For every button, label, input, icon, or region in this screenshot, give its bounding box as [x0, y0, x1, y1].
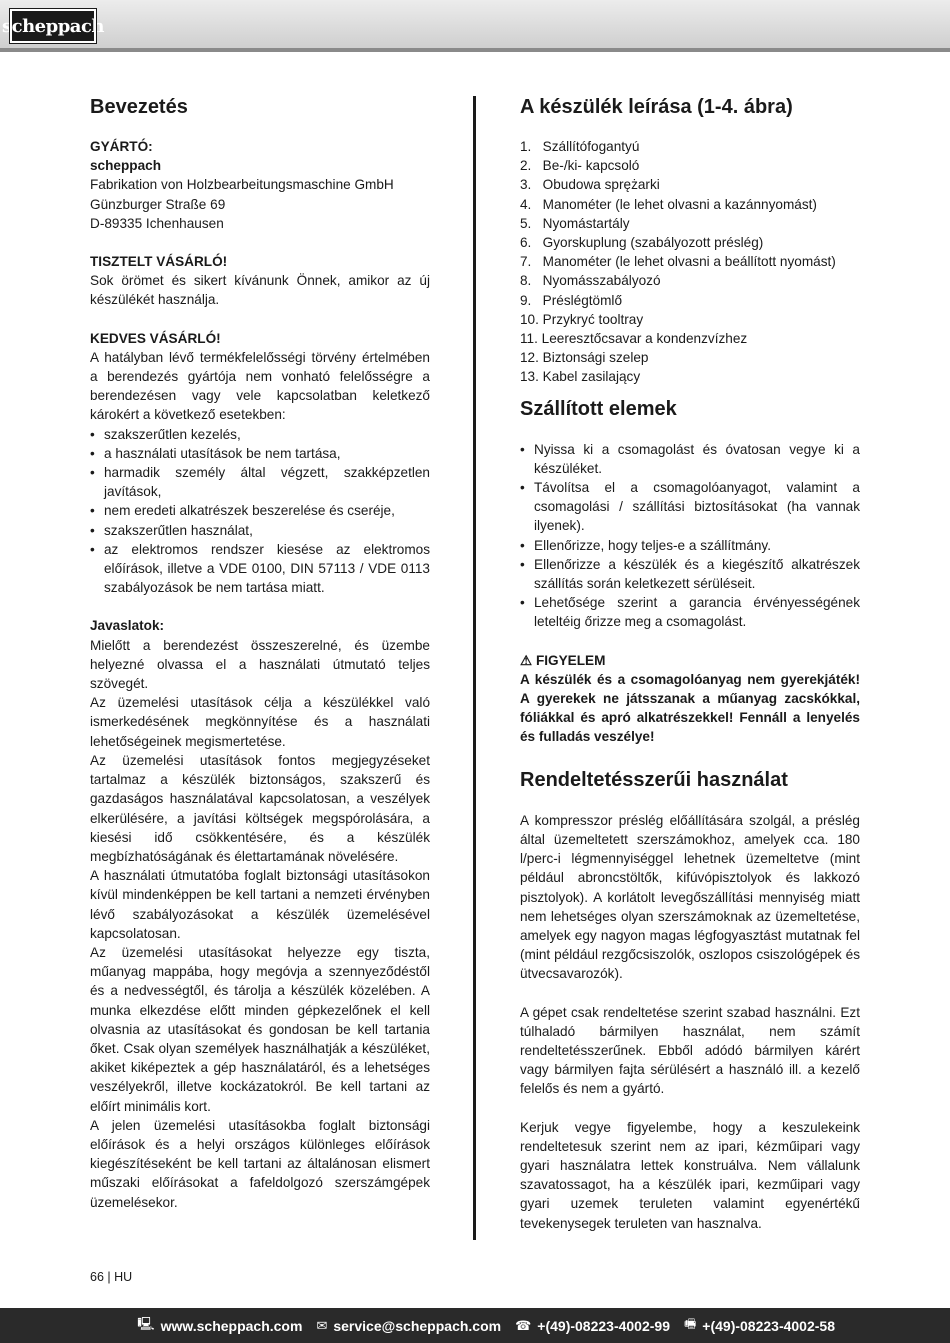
tips-paragraph: Az üzemelési utasítások célja a készülékkel való ismerkedésének megkönnyítése és a használati lehetőségeinek megismertetése. — [90, 695, 430, 749]
dear-customer-label: TISZTELT VÁSÁRLÓ! — [90, 254, 228, 270]
footer-phone — [515, 1318, 670, 1334]
footer-website[interactable] — [137, 1315, 302, 1337]
list-item: • szakszerűtlen használat, — [90, 521, 430, 540]
tips-paragraph: A használati útmutatóba foglalt biztonsági utasításokon kívül mindenképpen be kell tartani a nemzeti érvényben lévő szabályozásokat a készülék üzemelésével kapcsolatosan. — [90, 868, 430, 941]
list-item: • nem eredeti alkatrészek beszerelése és cseréje, — [90, 501, 430, 520]
list-item: • Lehetősége szerint a garancia érvényességének leteltéig őrizze meg a csomagolást. — [520, 593, 860, 631]
header-divider — [0, 48, 950, 52]
column-divider — [473, 96, 476, 1240]
footer-fax — [684, 1315, 835, 1337]
tips-paragraph: Az üzemelési utasításokat helyezze egy tiszta, műanyag mappába, hogy megóvja a szennyeződéstől és a nedvességtől, és tárolja a készülék közelében. A munka elkezdése előtt minden gépkezelőnek el kell olvasnia az utasításokat és gondosan be kell tartania őket. Csak olyan személyek használhatják a készüléket, akiket kiképeztek a gép használatáról, és a lehetséges veszélyekről, illetve kockázatokról. Be kell tartani az előírt minimális kort. — [90, 944, 430, 1114]
intended-use-heading: Rendeltetésszerűi használat — [520, 768, 788, 791]
tips-paragraph: Az üzemelési utasítások fontos megjegyzéseket tartalmaz a készülék biztonságos, szakszerű és gazdaságos használatával kapcsolatosan, a veszélyek elkerülésére, a javítási költségek megspórolására, a kiesési idő csökkentésére, és a készülék megbízhatóságának és élettartamának növelésére. — [90, 752, 430, 864]
tips-paragraph: A jelen üzemelési utasításokba foglalt biztonsági előírások és a helyi országos különleges előírások kiegészítéseként be kell tartani az általánosan elismert műszaki előírásokat a fafeldolgozó szerszámgépek üzemelésekor. — [90, 1117, 430, 1210]
list-item: 9. Préslégtömlő — [520, 292, 622, 308]
list-item: 11. Leeresztőcsavar a kondenzvízhez — [520, 331, 748, 347]
list-item: 6. Gyorskuplung (szabályozott préslég) — [520, 235, 764, 251]
left-column — [90, 92, 430, 1212]
page-number: 66 | HU — [90, 1270, 133, 1284]
mail-icon: ✉ — [316, 1317, 328, 1333]
list-item: 5. Nyomástartály — [520, 215, 630, 231]
use-paragraph: A kompresszor préslég előállítására szolgál, a préslég által üzemeltetett szerszámokhoz, amelyek cca. 180 l/perc-i légmennyiséggel lehetnek üzemeltetve (mint például abroncstöltők, kifúvópisztolyok és lakkozó pisztolyok). A korlátolt levegőszállítási mennyiség miatt nem lehetséges olyan szerszámoknak az üzemeltetése, amelyek egy nagyon magas légfogyasztást mutatnak fel (mint például rezgőcsiszolók, oszlopos csiszológépek és ütvecsavarozók). — [520, 812, 860, 982]
footer-bar — [0, 1308, 950, 1343]
list-item: • szakszerűtlen kezelés, — [90, 425, 430, 444]
list-item: 4. Manométer (le lehet olvasni a kazánnyomást) — [520, 196, 817, 212]
list-item: 12. Biztonsági szelep — [520, 350, 649, 366]
address-line: Günzburger Straße 69 — [90, 196, 226, 212]
warning-title: ⚠ FIGYELEM — [520, 652, 606, 668]
list-item: 1. Szállítófogantyú — [520, 139, 640, 154]
phone-number: +(49)-08223-4002-99 — [537, 1317, 670, 1334]
address-line: Fabrikation von Holzbearbeitungsmaschine GmbH — [90, 177, 394, 193]
tips-label: Javaslatok: — [90, 618, 165, 634]
address-line: D-89335 Ichenhausen — [90, 215, 224, 231]
description-heading: A készülék leírása (1-4. ábra) — [520, 96, 793, 118]
list-item: 7. Manométer (le lehet olvasni a beállított nyomást) — [520, 254, 836, 270]
computer-icon: 🖳 — [137, 1315, 155, 1331]
delivered-list — [520, 440, 860, 632]
liability-text: A hatályban lévő termékfelelősségi törvény értelmében a berendezés gyártója nem vonható felelősségre a berendezésen vagy vele kapcsolatban keletkező károkért a következő esetekben: — [90, 349, 430, 423]
intro-heading: Bevezetés — [90, 96, 188, 118]
scheppach-logo: scheppach — [10, 9, 96, 43]
email-link[interactable]: service@scheppach.com — [333, 1317, 502, 1334]
list-item: • Ellenőrizze, hogy teljes-e a szállítmány. — [520, 536, 860, 555]
list-item: 13. Kabel zasilający — [520, 369, 641, 385]
dear-customer-text: Sok örömet és sikert kívánunk Önnek, amikor az új készülékét használja. — [90, 273, 430, 308]
list-item: 3. Obudowa sprężarki — [520, 177, 660, 193]
list-item: • a használati utasítások be nem tartása, — [90, 444, 430, 463]
phone-icon: ☎ — [515, 1317, 532, 1333]
warning-text: A készülék és a csomagolóanyag nem gyerekjáték! A gyerekek ne játsszanak a műanyag zacskókkal, fóliákkal és apró alkatrészekkel! Fennáll a lenyelés és fulladás veszélye! — [520, 671, 860, 745]
fax-number: +(49)-08223-4002-58 — [702, 1317, 835, 1334]
list-item: 10. Przykryć tooltray — [520, 311, 644, 327]
manufacturer-name: scheppach — [90, 158, 162, 174]
list-item: • Ellenőrizze a készülék és a kiegészítő alkatrészek szállítás során keletkezett sérüléseit. — [520, 555, 860, 593]
tips-paragraph: Mielőtt a berendezést összeszerelné, és üzembe helyezné olvassa el a használati útmutató teljes szövegét. — [90, 637, 430, 692]
liability-cases-list — [90, 425, 430, 598]
parts-list — [520, 137, 860, 387]
list-item: • Távolítsa el a csomagolóanyagot, valamint a csomagolási / szállítási biztosításokat (ha vannak ilyenek). — [520, 478, 860, 536]
right-column — [520, 92, 860, 1233]
manufacturer-label: GYÁRTÓ: — [90, 139, 153, 154]
website-link[interactable]: www.scheppach.com — [160, 1317, 303, 1334]
footer-email[interactable] — [316, 1318, 501, 1334]
fax-icon: 🖷 — [684, 1315, 697, 1331]
list-item: 8. Nyomásszabályozó — [520, 273, 661, 289]
list-item: 2. Be-/ki- kapcsoló — [520, 158, 640, 174]
use-paragraph: A gépet csak rendeltetése szerint szabad használni. Ezt túlhaladó bármilyen használat, nem számít rendeltetésszerűnek. Ebből adódó bármilyen kárért vagy bármilyen fajta sérülésért a használó ill. a kezelő felelős és nem a gyártó. — [520, 1004, 860, 1097]
list-item: • az elektromos rendszer kiesése az elektromos előírások, illetve a VDE 0100, DIN 57113 / VDE 0113 szabályozások be nem tartása miatt. — [90, 540, 430, 598]
list-item: • harmadik személy által végzett, szakképzetlen javítások, — [90, 463, 430, 501]
list-item: • Nyissa ki a csomagolást és óvatosan vegye ki a készüléket. — [520, 440, 860, 478]
use-paragraph: Kerjuk vegye figyelembe, hogy a keszulekeink rendeltetesuk szerint nem az ipari, kézműipari vagy gyari használatra lettek konstruálva. Nem vállalunk szavatossagot, ha a készülék ipari, kezműipari vagy gyari uzemek teruleten valamint egyenértékű tevekenysegek teruleten van hasznalva. — [520, 1119, 860, 1231]
dear-buyer-label: KEDVES VÁSÁRLÓ! — [90, 330, 221, 346]
top-header-bar — [0, 0, 950, 48]
delivered-heading: Szállított elemek — [520, 397, 677, 420]
